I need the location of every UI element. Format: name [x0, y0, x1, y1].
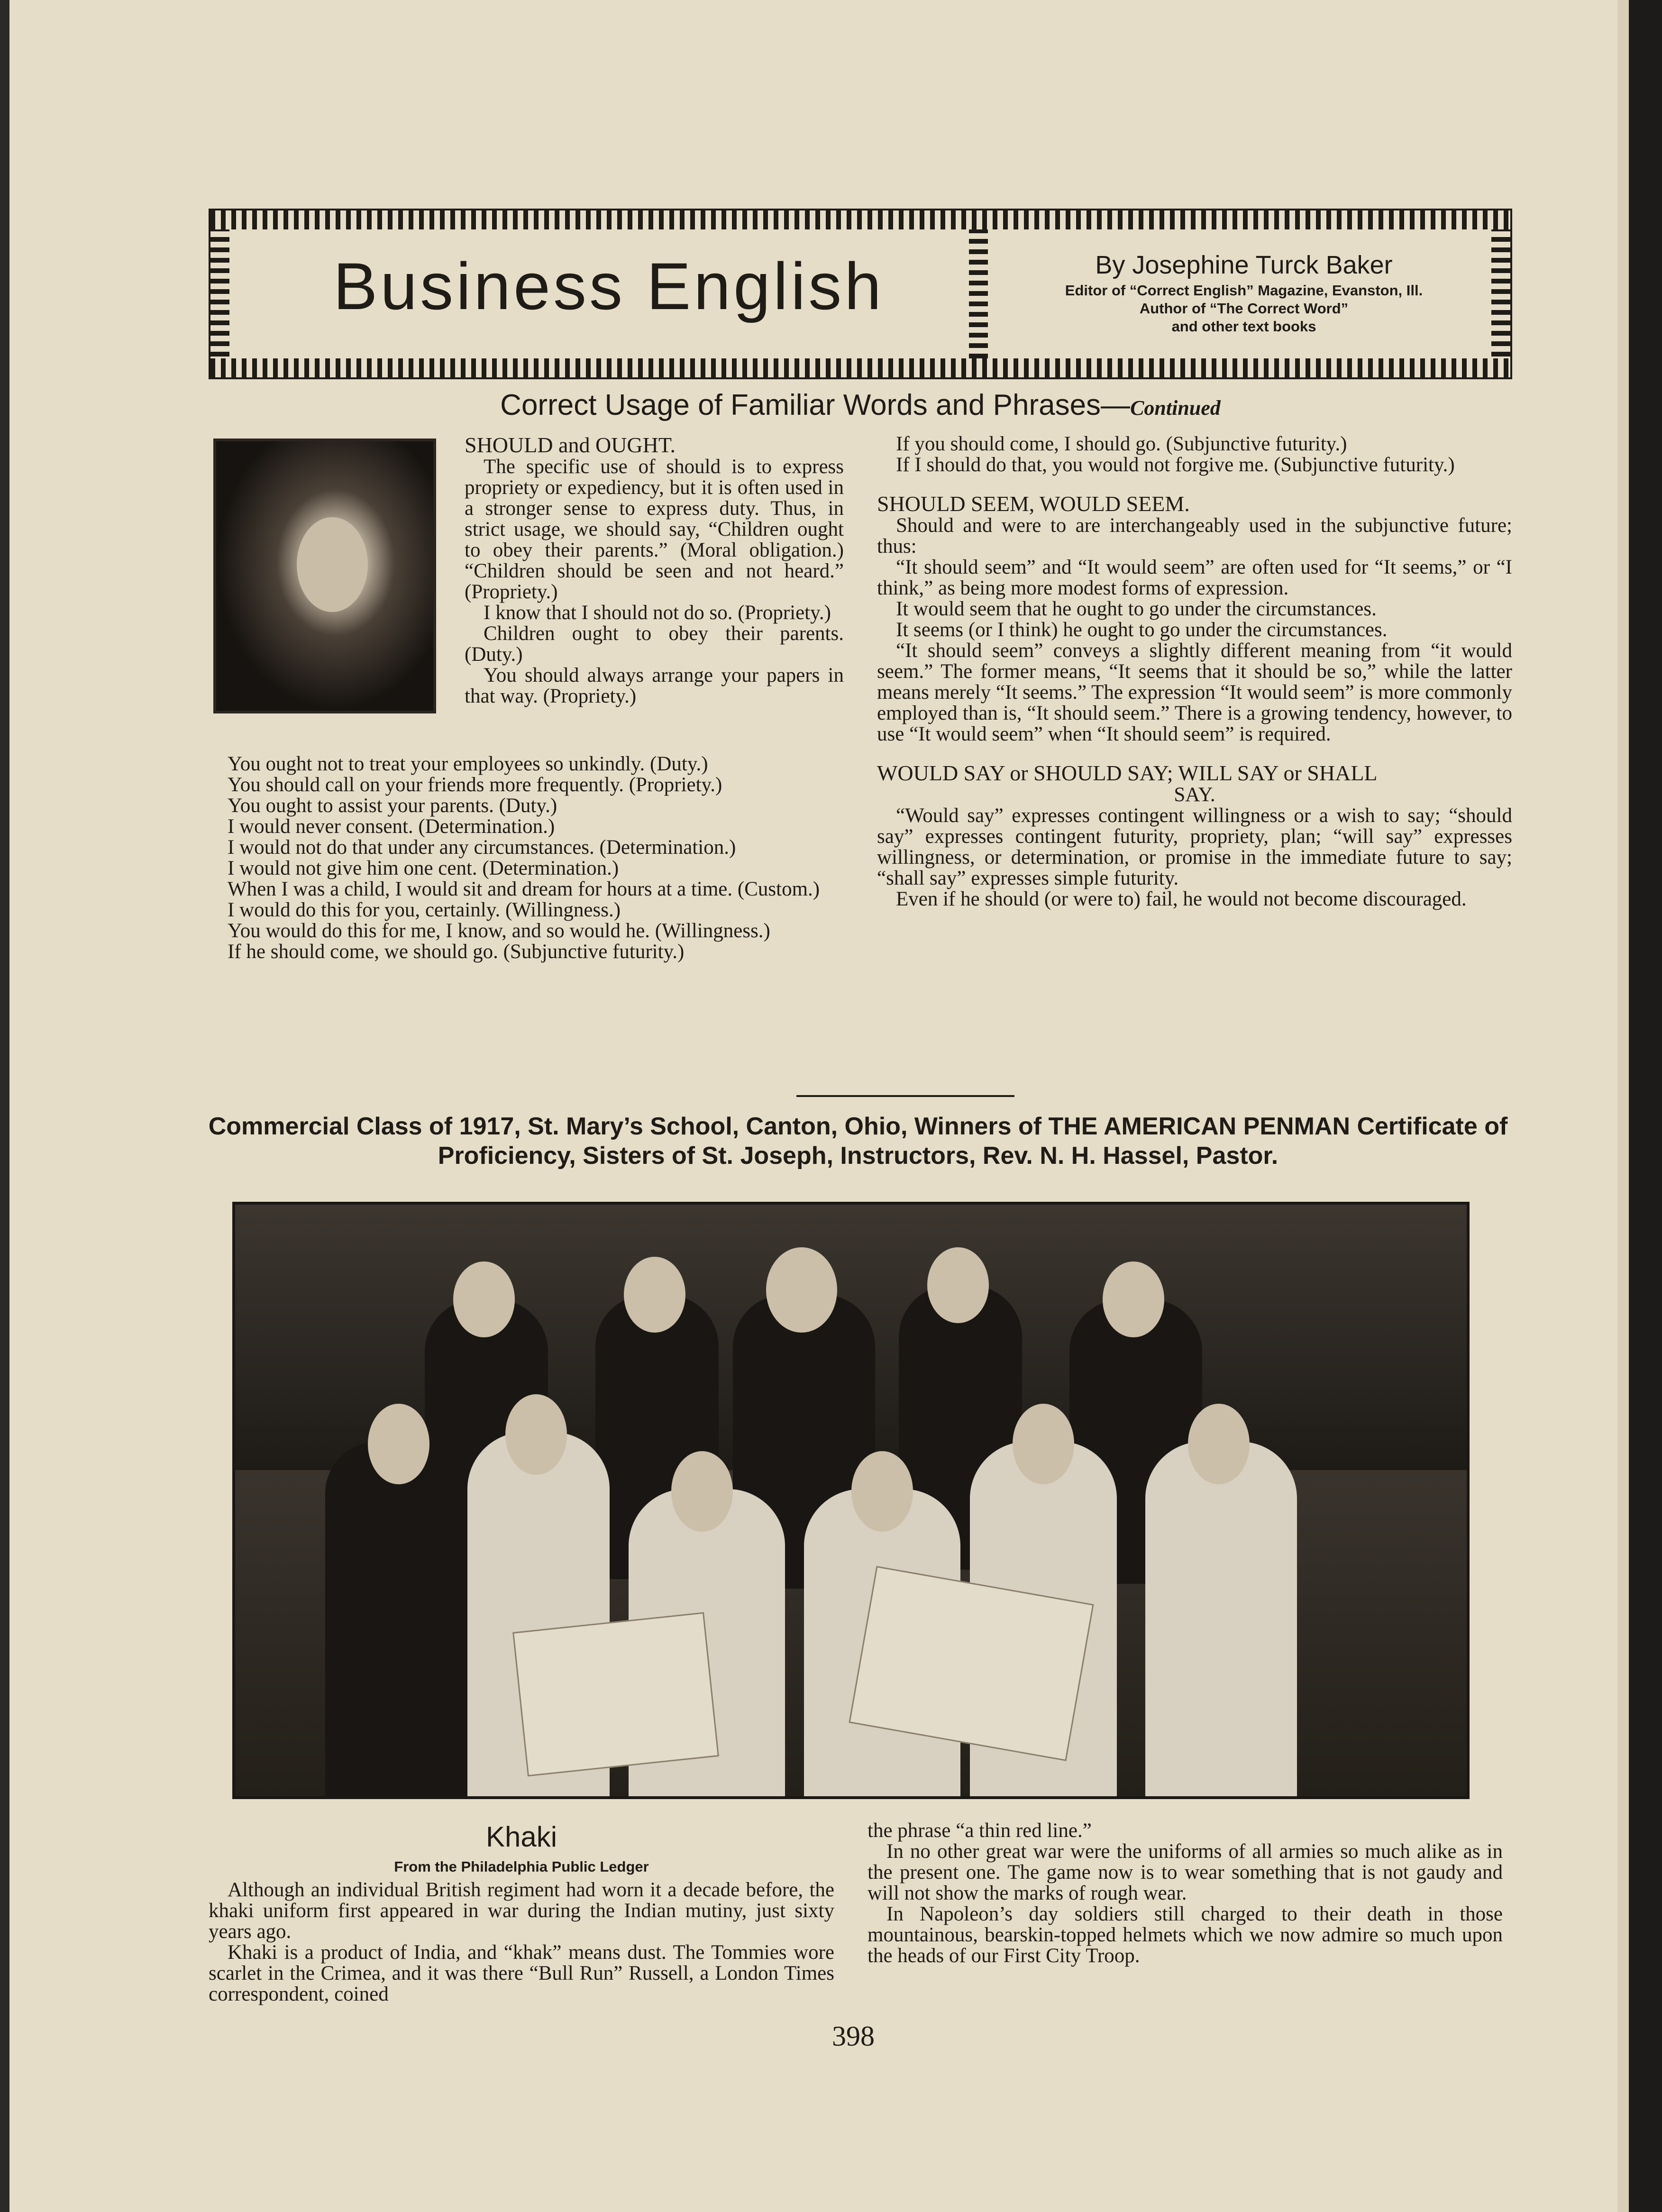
- section-divider: [796, 1095, 1014, 1097]
- byline-credit: Author of “The Correct Word”: [1139, 300, 1349, 317]
- portrait-face: [297, 517, 368, 612]
- photo-figure: [368, 1404, 429, 1484]
- paragraph: If I should do that, you would not forgive me. (Subjunctive futurity.): [896, 454, 1455, 476]
- paragraph: You should call on your friends more frequently. (Propriety.): [228, 774, 722, 796]
- paragraph: You ought not to treat your employees so unkindly. (Duty.): [228, 753, 708, 775]
- article-heading: SHOULD and OUGHT.: [465, 433, 676, 457]
- author-portrait: [213, 439, 436, 713]
- photo-figure: [505, 1394, 567, 1475]
- photo-figure: [1103, 1261, 1164, 1337]
- left-column-bottom: [209, 754, 844, 962]
- paragraph: I would not give him one cent. (Determination.): [228, 857, 619, 879]
- paragraph: “It should seem” and “It would seem” are often used for “It seems,” or “I think,” as being more modest forms of expression.: [877, 556, 1512, 599]
- paragraph: You ought to assist your parents. (Duty.): [228, 795, 557, 817]
- paragraph: the phrase “a thin red line.”: [868, 1819, 1092, 1842]
- khaki-right-column: [868, 1820, 1503, 1966]
- paragraph: “Would say” expresses contingent willingness or a wish to say; “should say” expresses contingent futurity, propriety, plan; “will say” expresses willingness, or determination, or promise in the immediate future to say; “shall say” expresses simple futurity.: [877, 804, 1512, 889]
- photo-figure: [1145, 1442, 1297, 1799]
- section-heading-main: Correct Usage of Familiar Words and Phrases—: [500, 389, 1131, 421]
- right-column: [877, 434, 1512, 910]
- paragraph: Should and were to are interchangeably used in the subjunctive future; thus:: [877, 514, 1512, 558]
- paragraph: The specific use of should is to express propriety or expediency, but it is often used in a stronger sense to express duty. Thus, in strict usage, we should say, “Children ought to obey their parents.” (Moral obligation.) “Children should be seen and not heard.” (Propriety.): [465, 456, 844, 603]
- class-photograph: [232, 1202, 1470, 1799]
- photo-figure: [453, 1261, 515, 1337]
- paragraph: If he should come, we should go. (Subjunctive futurity.): [228, 941, 685, 963]
- photo-figure: [766, 1247, 837, 1333]
- book-gutter: [1629, 0, 1662, 2212]
- paragraph: Although an individual British regiment had worn it a decade before, the khaki uniform first appeared in war during the Indian mutiny, just sixty years ago.: [209, 1879, 834, 1943]
- paragraph: I would never consent. (Determination.): [228, 815, 555, 838]
- paragraph: When I was a child, I would sit and dream for hours at a time. (Custom.): [228, 878, 820, 900]
- page-title: Business English: [333, 249, 885, 323]
- photo-figure: [671, 1451, 733, 1532]
- photo-figure: [1188, 1404, 1250, 1484]
- section-heading: [209, 384, 1512, 430]
- photo-figure: [1013, 1404, 1074, 1484]
- byline-block: [1002, 248, 1486, 336]
- paragraph: I would not do that under any circumstances. (Determination.): [228, 836, 736, 859]
- photo-figure: [325, 1442, 472, 1799]
- photo-figure: [927, 1247, 989, 1323]
- banner-divider: [969, 229, 988, 358]
- article-subheading-cont: SAY.: [1174, 784, 1215, 806]
- khaki-title: Khaki: [485, 1821, 557, 1853]
- paragraph: If you should come, I should go. (Subjunctive futurity.): [896, 433, 1347, 455]
- paragraph: You should always arrange your papers in that way. (Propriety.): [465, 664, 844, 707]
- certificate: [512, 1612, 719, 1777]
- photo-caption: Commercial Class of 1917, St. Mary’s School, Canton, Ohio, Winners of THE AMERICAN PENMAN Certificate of Proficiency, Sisters of St. Joseph, Instructors, Rev. N. H. Hassel, Pastor.: [208, 1113, 1508, 1170]
- paragraph: Even if he should (or were to) fail, he would not become discouraged.: [896, 888, 1467, 910]
- paragraph: Khaki is a product of India, and “khak” means dust. The Tommies wore scarlet in the Crimea, and it was there “Bull Run” Russell, a London Times correspondent, coined: [209, 1941, 834, 2005]
- byline: By Josephine Turck Baker: [1095, 251, 1393, 279]
- paragraph: I know that I should not do so. (Propriety.): [484, 602, 831, 624]
- photo-figure: [624, 1257, 685, 1333]
- paragraph: You would do this for me, I know, and so would he. (Willingness.): [228, 920, 770, 942]
- paragraph: It would seem that he ought to go under the circumstances.: [896, 598, 1377, 620]
- paragraph: In Napoleon’s day soldiers still charged to their death in those mountainous, bearskin-topped helmets which we now admire so much upon the heads of our First City Troop.: [868, 1903, 1503, 1967]
- paragraph: In no other great war were the uniforms of all armies so much alike as in the present one. The game now is to wear something that is not gaudy and will not show the marks of rough wear.: [868, 1840, 1503, 1904]
- article-subheading: SHOULD SEEM, WOULD SEEM.: [877, 492, 1190, 516]
- photo-figure: [851, 1451, 913, 1532]
- paragraph: Children ought to obey their parents. (Duty.): [465, 622, 844, 666]
- page-number: 398: [832, 2020, 875, 2052]
- title-banner: [209, 209, 1512, 379]
- byline-credit: Editor of “Correct English” Magazine, Evanston, Ill.: [1065, 282, 1423, 299]
- article-subheading: WOULD SAY or SHOULD SAY; WILL SAY or SHALL: [877, 761, 1378, 785]
- paragraph: I would do this for you, certainly. (Willingness.): [228, 899, 621, 921]
- paragraph: “It should seem” conveys a slightly different meaning from “it would seem.” The former means, “It seems that it should be so,” while the latter means merely “It seems.” The expression “It would seem” is more commonly employed than is, “It should seem.” There is a growing tendency, however, to use “It would seem” when “It should seem” is required.: [877, 640, 1512, 745]
- paragraph: It seems (or I think) he ought to go under the circumstances.: [896, 619, 1388, 641]
- section-heading-tag: Continued: [1130, 396, 1221, 420]
- khaki-left-column: [209, 1880, 834, 2005]
- khaki-source: From the Philadelphia Public Ledger: [394, 1858, 649, 1875]
- byline-credit: and other text books: [1171, 318, 1316, 335]
- left-column-top: [465, 434, 844, 707]
